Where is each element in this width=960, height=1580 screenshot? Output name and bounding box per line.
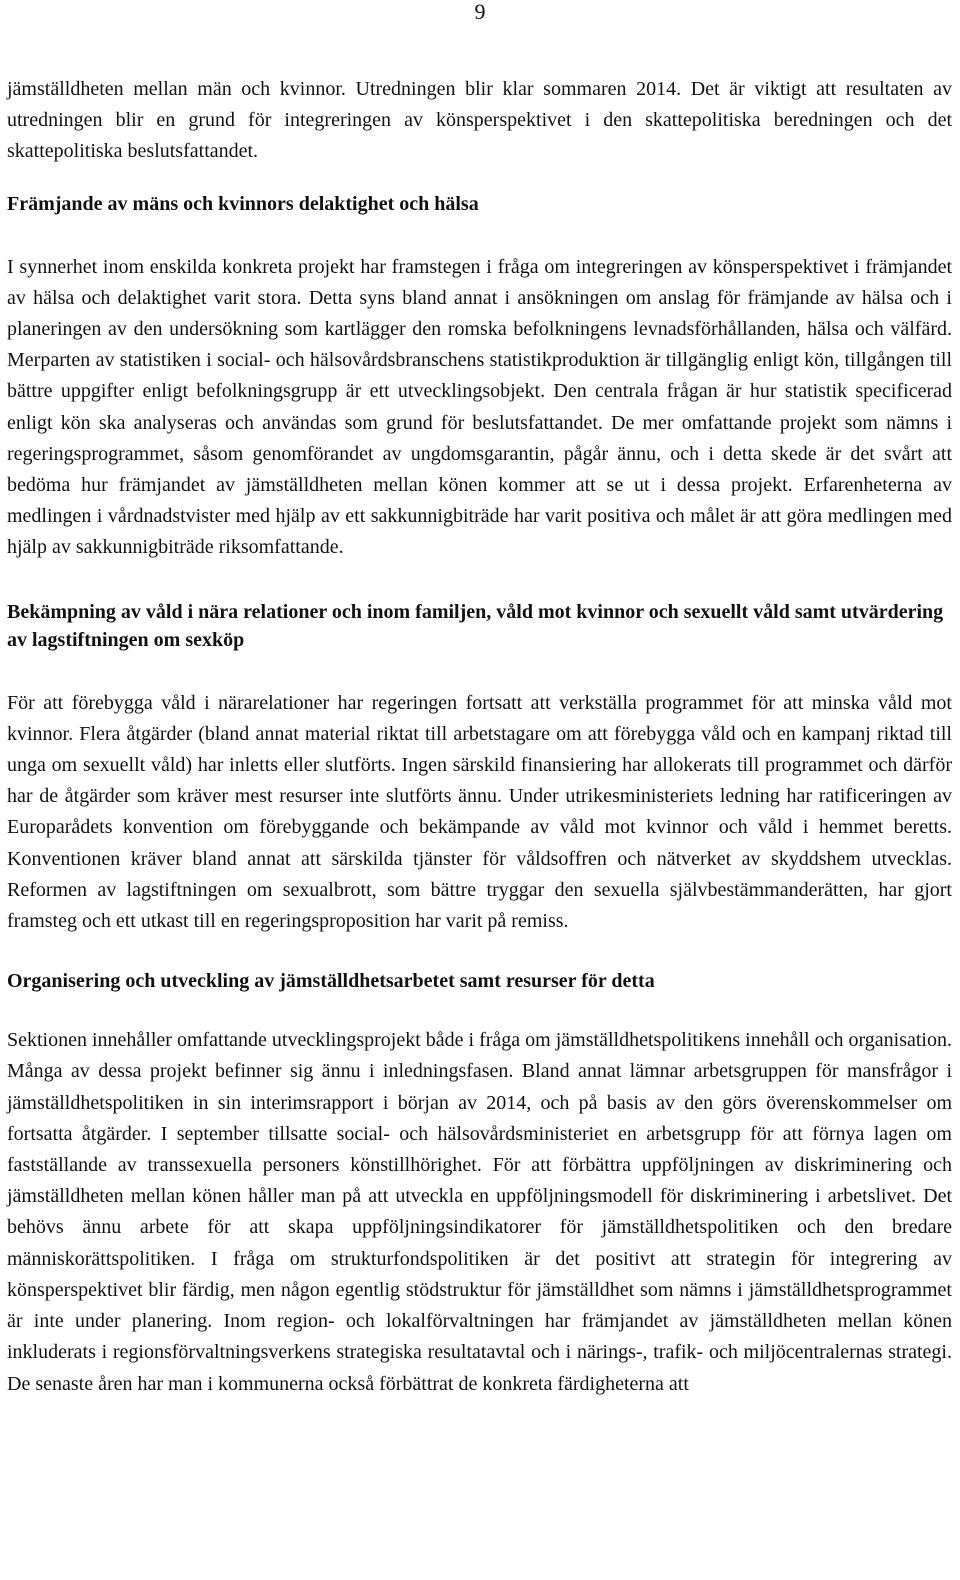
- page-number: 9: [474, 0, 486, 24]
- section-body-violence: För att förebygga våld i närarelationer har regeringen fortsatt att verkställa programmet för att minska våld mot kvinnor. Flera åtgärder (bland annat material riktat till arbetstagare om att förebygga våld och en kampanj riktad till unga om sexuellt våld) har inletts eller slutförts. Ingen särskild finansiering har allokerats till programmet och därför har de åtgärder som kräver mest resurser inte slutförts ännu. Under utrikesministeriets ledning har ratificeringen av Europarådets konvention om förebyggande och bekämpande av våld mot kvinnor och våld i hemmet beretts. Konventionen kräver bland annat att särskilda tjänster för våldsoffren och nätverket av skyddshem utvecklas. Reformen av lagstiftningen om sexualbrott, som bättre tryggar den sexuella självbestämmanderätten, har gjort framsteg och ett utkast till en regeringsproposition har varit på remiss.: [7, 691, 952, 933]
- section-heading-health: Främjande av mäns och kvinnors delaktighet och hälsa: [7, 192, 479, 215]
- document-body: [7, 74, 952, 1400]
- section-body-health: I synnerhet inom enskilda konkreta projekt har framstegen i fråga om integreringen av könsperspektivet i främjandet av hälsa och delaktighet varit stora. Detta syns bland annat i ansökningen om anslag för främjande av hälsa och i planeringen av den undersökning som kartlägger den romska befolkningens levnadsförhållanden, hälsa och välfärd. Merparten av statistiken i social- och hälsovårdsbranschens statistikproduktion är tillgänglig enligt kön, tillgången till bättre uppgifter enligt befolkningsgrupp är ett utvecklingsobjekt. Den centrala frågan är hur statistik specificerad enligt kön ska analyseras och användas som grund för beslutsfattandet. De mer omfattande projekt som nämns i regeringsprogrammet, såsom genomförandet av ungdomsgarantin, pågår ännu, och i detta skede är det svårt att bedöma hur främjandet av jämställdheten mellan könen kommer att se ut i dessa projekt. Erfarenheterna av medlingen i vårdnadstvister med hjälp av ett sakkunnigbiträde har varit positiva och målet är att göra medlingen med hjälp av sakkunnigbiträde riksomfattande.: [7, 255, 952, 559]
- section-heading-violence: Bekämpning av våld i nära relationer och inom familjen, våld mot kvinnor och sexuellt våld samt utvärdering av lagstiftningen om sexköp: [7, 600, 944, 651]
- section-body-organisation: Sektionen innehåller omfattande utvecklingsprojekt både i fråga om jämställdhetspolitikens innehåll och organisation. Många av dessa projekt befinner sig ännu i inledningsfasen. Bland annat lämnar arbetsgruppen för mansfrågor i jämställdhetspolitiken in sin interimsrapport i början av 2014, och på basis av den görs överenskommelser om fortsatta åtgärder. I september tillsatte social- och hälsovårdsministeriet en arbetsgrupp för att förnya lagen om fastställande av transsexuella personers könstillhörighet. För att förbättra uppföljningen av diskriminering och jämställdheten mellan könen håller man på att utveckla en uppföljningsmodell för diskriminering i arbetslivet. Det behövs ännu arbete för att skapa uppföljningsindikatorer för jämställdhetspolitiken och den bredare människorättspolitiken. I fråga om strukturfondspolitiken är det positivt att strategin för integrering av könsperspektivet blir färdig, men någon egentlig stödstruktur för jämställdhet som nämns i jämställdhetsprogrammet är inte under planering. Inom region- och lokalförvaltningen har främjandet av jämställdheten mellan könen inkluderats i regionsförvaltningsverkens strategiska resultatavtal och i närings-, trafik- och miljöcentralernas strategi. De senaste åren har man i kommunerna också förbättrat de konkreta färdigheterna att: [7, 1029, 952, 1395]
- section-heading-organisation: Organisering och utveckling av jämställdhetsarbetet samt resurser för detta: [7, 970, 655, 993]
- intro-paragraph: jämställdheten mellan män och kvinnor. Utredningen blir klar sommaren 2014. Det är viktigt att resultaten av utredningen blir en grund för integreringen av könsperspektivet i den skattepolitiska beredningen och det skattepolitiska beslutsfattandet.: [7, 78, 952, 163]
